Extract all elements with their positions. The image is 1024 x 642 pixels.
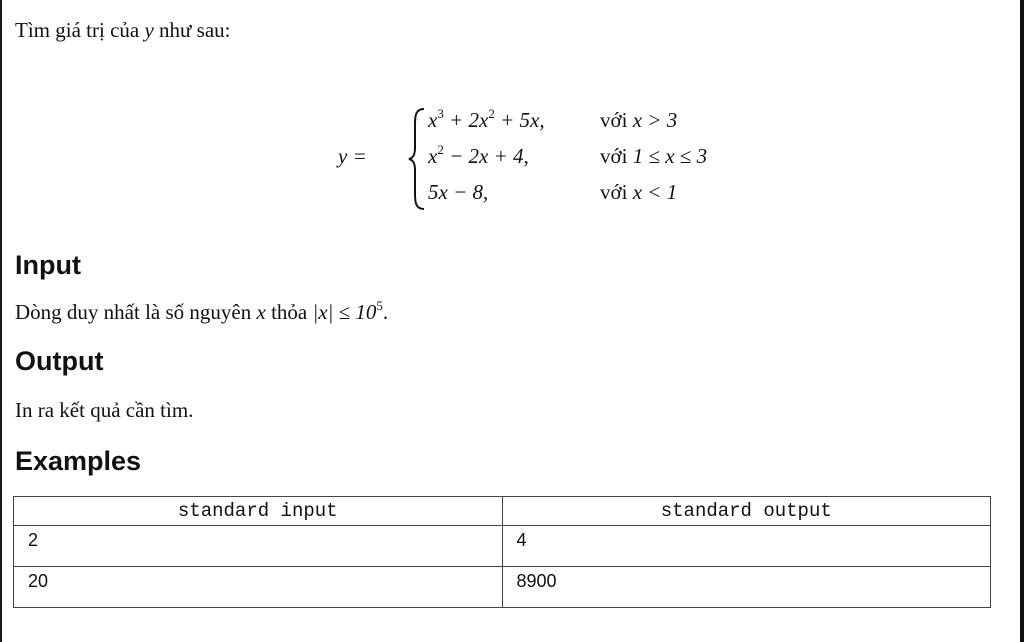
table-row (14, 526, 991, 567)
column-header-input: standard input (14, 497, 503, 526)
piecewise-formula (338, 104, 758, 214)
case-condition: với x < 1 (600, 180, 678, 204)
case-condition: với x > 3 (600, 108, 678, 132)
input-heading: Input (15, 250, 81, 280)
table-header-row (14, 497, 991, 526)
formula-lhs: y = (338, 144, 367, 168)
case-condition: với 1 ≤ x ≤ 3 (600, 144, 708, 168)
example-output-cell: 8900 (502, 567, 991, 608)
case-row-1: $x^3 + 2x^2 + 5x$, với x > 3 (428, 106, 678, 132)
column-header-output: standard output (502, 497, 991, 526)
table-row (14, 567, 991, 608)
examples-heading: Examples (15, 446, 142, 476)
example-input-cell: 2 (14, 526, 503, 567)
case-row-3: 5x − 8, với x < 1 (428, 180, 678, 204)
left-page-edge (0, 0, 2, 642)
output-description: In ra kết quả cần tìm. (15, 398, 194, 422)
right-page-edge (1020, 0, 1024, 642)
output-heading: Output (15, 346, 104, 376)
problem-intro: Tìm giá trị của y như sau: (15, 18, 231, 42)
case-row-2: $x^2 - 2x + 4$, với 1 ≤ x ≤ 3 (428, 142, 708, 168)
example-input-cell: 20 (14, 567, 503, 608)
input-description: Dòng duy nhất là số nguyên x thỏa $|x| \le 10^5$. (15, 298, 389, 324)
example-output-cell: 4 (502, 526, 991, 567)
examples-table (13, 496, 991, 608)
left-brace-icon (408, 106, 426, 212)
variable-y: y (144, 18, 154, 42)
